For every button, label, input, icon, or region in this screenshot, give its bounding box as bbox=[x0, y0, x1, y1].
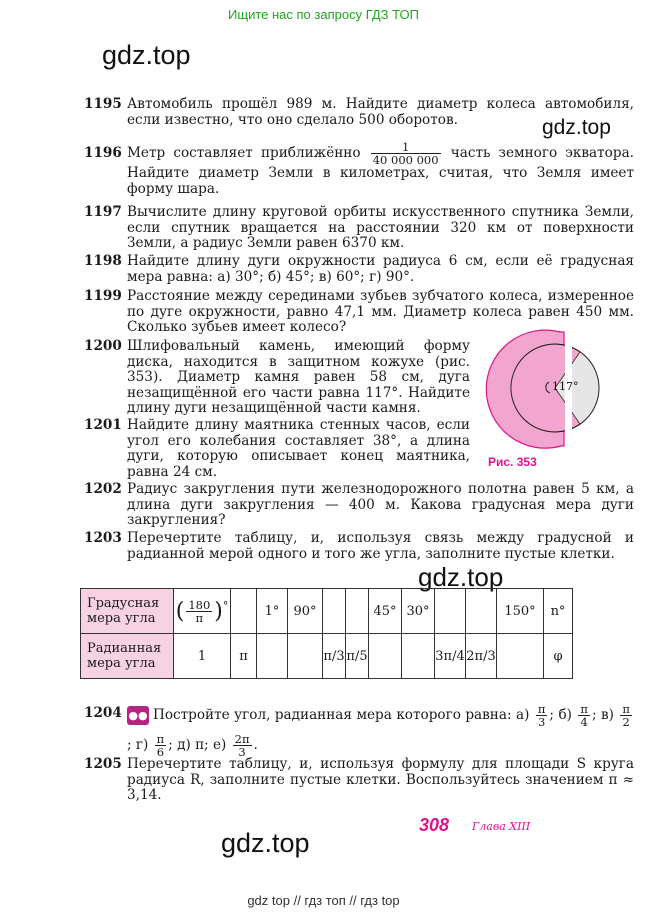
fraction-denominator: 4 bbox=[580, 715, 588, 729]
fraction-numerator: 180 bbox=[188, 597, 211, 612]
problem-text: Найдите длину дуги окружности радиуса 6 см, если её градусная мера равна: а) 30°; б) 45°; в) 60°; г) 90°. bbox=[127, 253, 634, 285]
figure-353-diagram bbox=[482, 330, 579, 452]
table-cell bbox=[288, 634, 323, 679]
table-cell bbox=[323, 589, 346, 634]
table-cell: 3π/4 bbox=[435, 634, 466, 679]
problem-number: 1204 bbox=[84, 705, 122, 721]
fraction-denominator: 6 bbox=[156, 745, 165, 759]
problem-text: Найдите длину маятника стенных часов, если угол его колебания составляет 38°, а длина дуги, которую описывает конец маятника, равна 24 см. bbox=[127, 417, 470, 480]
table-cell bbox=[231, 589, 257, 634]
problem-number: 1201 bbox=[84, 417, 122, 433]
problem-number: 1198 bbox=[84, 253, 122, 269]
watermark: gdz.top bbox=[221, 828, 310, 858]
watermark: gdz.top bbox=[542, 116, 611, 139]
table-cell: 1° bbox=[257, 589, 288, 634]
table-cell bbox=[435, 589, 466, 634]
table-cell bbox=[497, 634, 544, 679]
problem-text: Автомобиль прошёл 989 м. Найдите диаметр колеса автомобиля, если известно, что оно сделало 500 оборотов. bbox=[127, 96, 634, 128]
row-header: Градусная мера угла bbox=[81, 589, 174, 634]
table-cell bbox=[346, 589, 369, 634]
fraction-denominator: 3 bbox=[238, 745, 246, 759]
problem-text-part: б) bbox=[558, 707, 572, 723]
watermark: gdz.top bbox=[418, 562, 504, 592]
fraction bbox=[186, 599, 212, 624]
table-cell: ( $\frac{180}{\pi}$ )° bbox=[174, 589, 231, 634]
table-row bbox=[81, 634, 573, 679]
fraction-denominator: π bbox=[195, 610, 204, 625]
problem-text: Шлифовальный камень, имеющий форму диска, находится в защитном кожухе (рис. 353). Диаметр камня равен 58 см, дуга незащищённой его части равна 117°. Найдите длину дуги незащищённой части камня. bbox=[127, 338, 470, 416]
fraction-numerator: 2π bbox=[234, 732, 250, 746]
fraction-numerator: π bbox=[156, 732, 165, 746]
figure-caption: Рис. 353 bbox=[488, 455, 537, 469]
table-cell: 1 bbox=[174, 634, 231, 679]
problem-text-part: ; г) bbox=[127, 737, 149, 753]
table-cell: π/5 bbox=[346, 634, 369, 679]
table-cell: 90° bbox=[288, 589, 323, 634]
problem-number: 1202 bbox=[84, 481, 122, 497]
problem-number: 1205 bbox=[84, 756, 122, 772]
table-row bbox=[81, 589, 573, 634]
fraction-denominator: 40 000 000 bbox=[372, 153, 439, 167]
problem-text-part: ; в) bbox=[591, 707, 614, 723]
problem-text-part: Постройте угол, радианная мера которого равна: а) bbox=[153, 707, 530, 723]
group-icon: ●● bbox=[127, 706, 149, 725]
fraction bbox=[233, 733, 252, 758]
problem-text: Перечертите таблицу, и, используя связь между градусной и радианной мерой одного и того же угла, заполните пустые клетки. bbox=[127, 530, 634, 562]
problem-text-part: . bbox=[253, 737, 258, 753]
fraction-denominator: 3 bbox=[537, 715, 546, 729]
table-cell: n° bbox=[544, 589, 573, 634]
problem-text-part: ; д) π; е) bbox=[168, 737, 227, 753]
problem-text: Перечертите таблицу, и, используя формулу для площади S круга радиуса R, заполните пустые клетки. Воспользуйтесь значением π ≈ 3,14. bbox=[127, 756, 634, 803]
problem-number: 1195 bbox=[84, 96, 122, 112]
fraction bbox=[620, 703, 632, 728]
problem-number: 1196 bbox=[84, 145, 122, 161]
table-cell bbox=[257, 634, 288, 679]
problem-number: 1203 bbox=[84, 530, 122, 546]
fraction-numerator: π bbox=[580, 702, 588, 716]
angle-label: 117° bbox=[552, 380, 579, 393]
table-cell bbox=[466, 589, 497, 634]
table-cell: 45° bbox=[369, 589, 402, 634]
fraction-numerator: 1 bbox=[371, 141, 441, 154]
page-number: 308 bbox=[419, 815, 450, 835]
table-cell: 30° bbox=[402, 589, 435, 634]
fraction-numerator: π bbox=[537, 702, 546, 716]
top-banner: Ищите нас по запросу ГДЗ ТОП bbox=[228, 7, 419, 22]
problem-text-part: Метр составляет приближённо bbox=[127, 145, 361, 161]
watermark: gdz.top bbox=[102, 40, 191, 70]
problem-text: Радиус закругления пути железнодорожного полотна равен 5 км, а длина дуги закругления — 400 м. Какова градусная мера дуги закругления? bbox=[127, 481, 634, 528]
table-cell bbox=[369, 634, 402, 679]
table-cell: π bbox=[231, 634, 257, 679]
fraction bbox=[155, 733, 167, 758]
chapter-label: Глава XIII bbox=[472, 820, 531, 833]
table-cell: 2π/3 bbox=[466, 634, 497, 679]
table-cell bbox=[402, 634, 435, 679]
fraction bbox=[371, 141, 441, 166]
problem-number: 1197 bbox=[84, 204, 122, 220]
problem-text: Расстояние между серединами зубьев зубчатого колеса, измеренное по дуге окружности, равно 47,1 мм. Диаметр колеса равен 450 мм. Сколько зубьев имеет колесо? bbox=[127, 288, 634, 335]
problem-number: 1199 bbox=[84, 288, 122, 304]
row-header: Радианная мера угла bbox=[81, 634, 174, 679]
fraction-numerator: π bbox=[622, 702, 630, 716]
fraction bbox=[536, 703, 548, 728]
table-cell: π/3 bbox=[323, 634, 346, 679]
fraction bbox=[578, 703, 590, 728]
problem-text: ●● Постройте угол, радианная мера которого равна: а) $\frac{\pi}{3}$ ; б) $\frac{\pi}{4}$ ; в) $\frac{\pi}{2}$ ; г) $\frac{\pi}{6}$ ; д) π; е) $\frac{2\pi}{3}$ . bbox=[127, 702, 630, 759]
footer-links[interactable]: gdz top // гдз топ // гдз top bbox=[247, 893, 400, 908]
fraction-denominator: 2 bbox=[622, 715, 630, 729]
problem-text bbox=[127, 141, 634, 197]
problem-text: Вычислите длину круговой орбиты искусственного спутника Земли, если спутник вращается на расстоянии 320 км от поверхности Земли, а радиус Земли равен 6370 км. bbox=[127, 204, 634, 251]
table-cell: 150° bbox=[497, 589, 544, 634]
problem-number: 1200 bbox=[84, 338, 122, 354]
degree-radian-table bbox=[80, 588, 573, 679]
table-cell: φ bbox=[544, 634, 573, 679]
problem-text-part: часть земного экватора. Найдите диаметр Земли в километрах, считая, что Земля имеет форму шара. bbox=[127, 145, 634, 197]
